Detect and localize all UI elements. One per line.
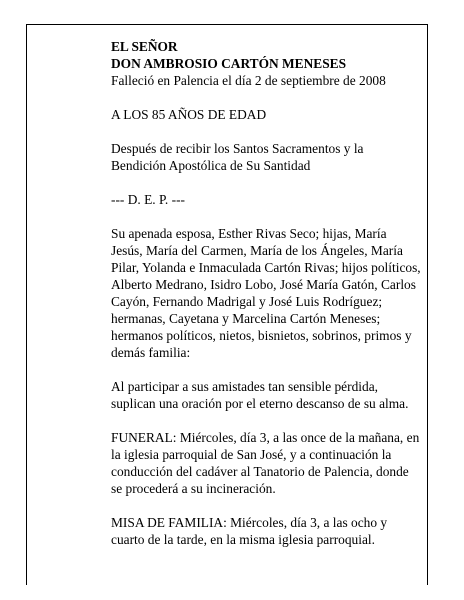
death-notice: Falleció en Palencia el día 2 de septiembre de 2008 bbox=[111, 73, 386, 88]
obituary-text bbox=[111, 38, 421, 548]
funeral-paragraph: FUNERAL: Miércoles, día 3, a las once de la mañana, en la iglesia parroquial de San José, y a continuación la conducción del cadáver al Tanatorio de Palencia, donde se procederá a su incineración. bbox=[111, 430, 420, 496]
family-paragraph: Su apenada esposa, Esther Rivas Seco; hijas, María Jesús, María del Carmen, María de los Ángeles, María Pilar, Yolanda e Inmaculada Cartón Rivas; hijos políticos, Alberto Medrano, Isidro Lobo, José María Gatón, Carlos Cayón, Fernando Madrigal y José Luis Rodríguez; hermanas, Cayetana y Marcelina Cartón Meneses; hermanos políticos, nietos, bisnietos, sobrinos, primos y demás familia: bbox=[111, 226, 421, 360]
dep-line: --- D. E. P. --- bbox=[111, 192, 186, 207]
title-line-1: EL SEÑOR bbox=[111, 39, 178, 54]
deceased-name: DON AMBROSIO CARTÓN MENESES bbox=[111, 56, 347, 71]
request-paragraph: Al participar a sus amistades tan sensible pérdida, suplican una oración por el eterno descanso de su alma. bbox=[111, 379, 409, 411]
mass-paragraph: MISA DE FAMILIA: Miércoles, día 3, a las ocho y cuarto de la tarde, en la misma iglesia parroquial. bbox=[111, 515, 388, 547]
age-line: A LOS 85 AÑOS DE EDAD bbox=[111, 107, 267, 122]
sacraments-paragraph: Después de recibir los Santos Sacramentos y la Bendición Apostólica de Su Santidad bbox=[111, 141, 364, 173]
